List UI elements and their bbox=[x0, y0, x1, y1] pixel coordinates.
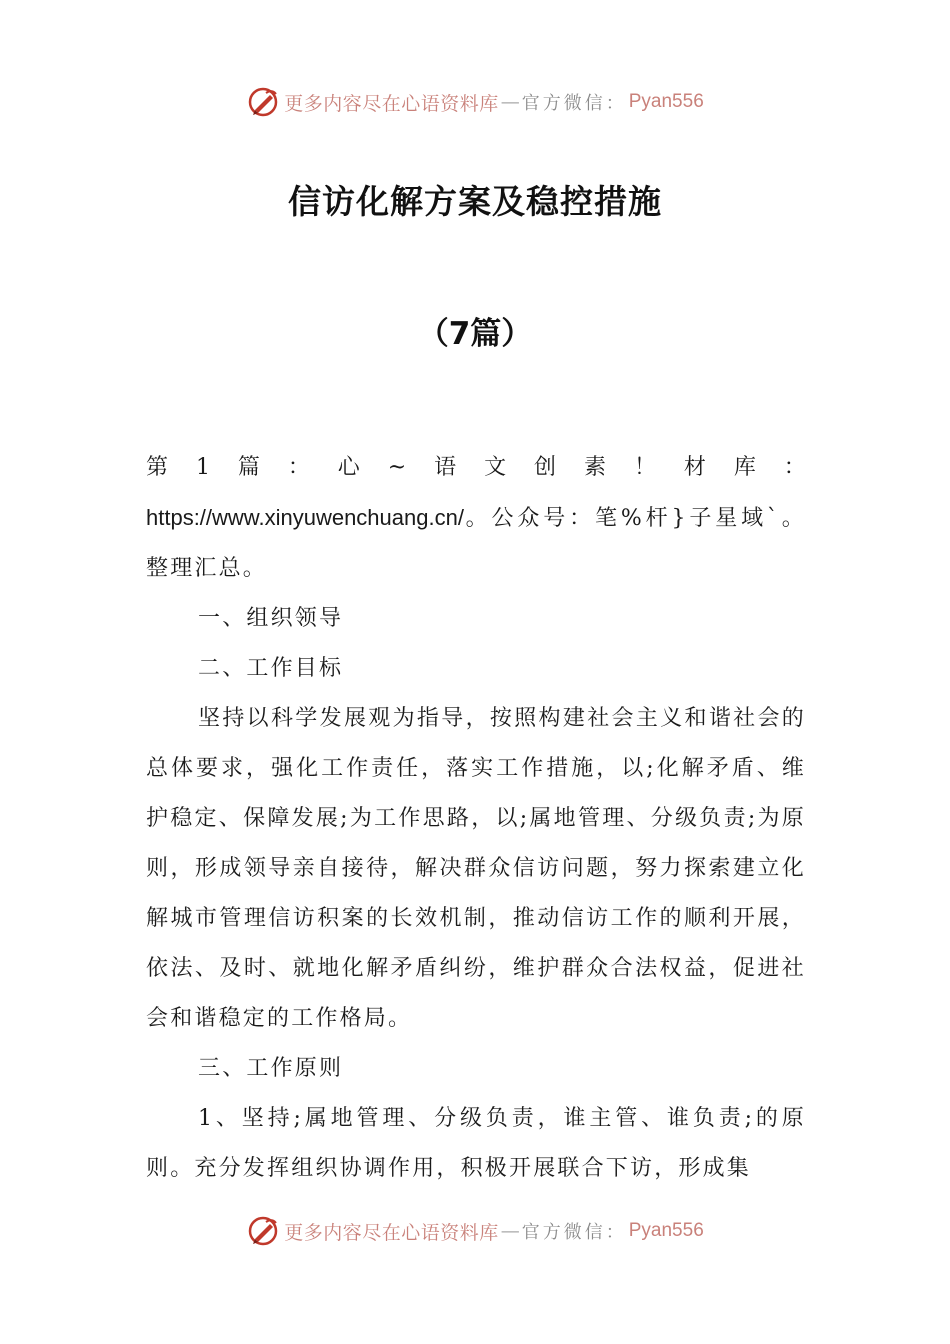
banner-wechat-label: 官方微信： bbox=[521, 93, 627, 114]
section-heading-goals: 二、工作目标 bbox=[198, 656, 344, 681]
intro-rest: 。公众号：笔%杆}子星域`。整理汇总。 bbox=[146, 506, 806, 581]
intro-line bbox=[146, 443, 806, 493]
section-heading-principles: 三、工作原则 bbox=[198, 1056, 344, 1081]
paragraph-goals: 坚持以科学发展观为指导，按照构建社会主义和谐社会的总体要求，强化工作责任，落实工作措施，以;化解矛盾、维护稳定、保障发展;为工作思路，以;属地管理、分级负责;为原则，形成领导亲自接待，解决群众信访问题，努力探索建立化解城市管理信访积案的长效机制，推动信访工作的顺利开展，依法、及时、就地化解矛盾纠纷，维护群众合法权益，促进社会和谐稳定的工作格局。 bbox=[146, 706, 806, 1031]
intro-char: 第 bbox=[146, 455, 169, 480]
intro-char: 材 bbox=[683, 455, 706, 480]
intro-char: 语 bbox=[434, 455, 457, 480]
banner-wechat-id: Pyan556 bbox=[628, 1220, 704, 1241]
intro-char: ~ bbox=[387, 455, 407, 480]
paragraph-principles: 1、坚持;属地管理、分级负责，谁主管、谁负责;的原则。充分发挥组织协调作用，积极开展联合下访，形成集 bbox=[146, 1106, 806, 1181]
intro-continuation bbox=[146, 493, 806, 594]
banner-site-text: 更多内容尽在心语资料库 bbox=[284, 92, 499, 115]
intro-char: 文 bbox=[484, 455, 507, 480]
intro-char: ： bbox=[287, 455, 310, 480]
footer-banner bbox=[0, 1211, 950, 1251]
intro-char: 篇 bbox=[237, 455, 260, 480]
intro-char: ！ bbox=[633, 455, 656, 480]
document-body bbox=[146, 443, 806, 1194]
intro-char: ： bbox=[783, 455, 806, 480]
banner-separator: — bbox=[500, 1220, 520, 1242]
document-title: 信访化解方案及稳控措施 bbox=[288, 182, 662, 221]
pen-logo-icon bbox=[246, 1214, 280, 1248]
intro-char: 库 bbox=[733, 455, 756, 480]
banner-wechat-id: Pyan556 bbox=[628, 91, 704, 112]
pen-logo-icon bbox=[246, 85, 280, 119]
intro-char: 素 bbox=[583, 455, 606, 480]
header-banner bbox=[0, 82, 950, 122]
banner-site-text: 更多内容尽在心语资料库 bbox=[284, 1221, 499, 1244]
banner-wechat-label: 官方微信： bbox=[521, 1222, 627, 1243]
section-heading-organization: 一、组织领导 bbox=[198, 606, 344, 631]
intro-char: 1 bbox=[195, 455, 210, 480]
banner-separator: — bbox=[500, 91, 520, 113]
intro-url: https://www.xinyuwenchuang.cn/ bbox=[146, 505, 464, 530]
intro-char: 心 bbox=[337, 455, 360, 480]
intro-char: 创 bbox=[534, 455, 557, 480]
document-subtitle: （7篇） bbox=[417, 316, 533, 352]
